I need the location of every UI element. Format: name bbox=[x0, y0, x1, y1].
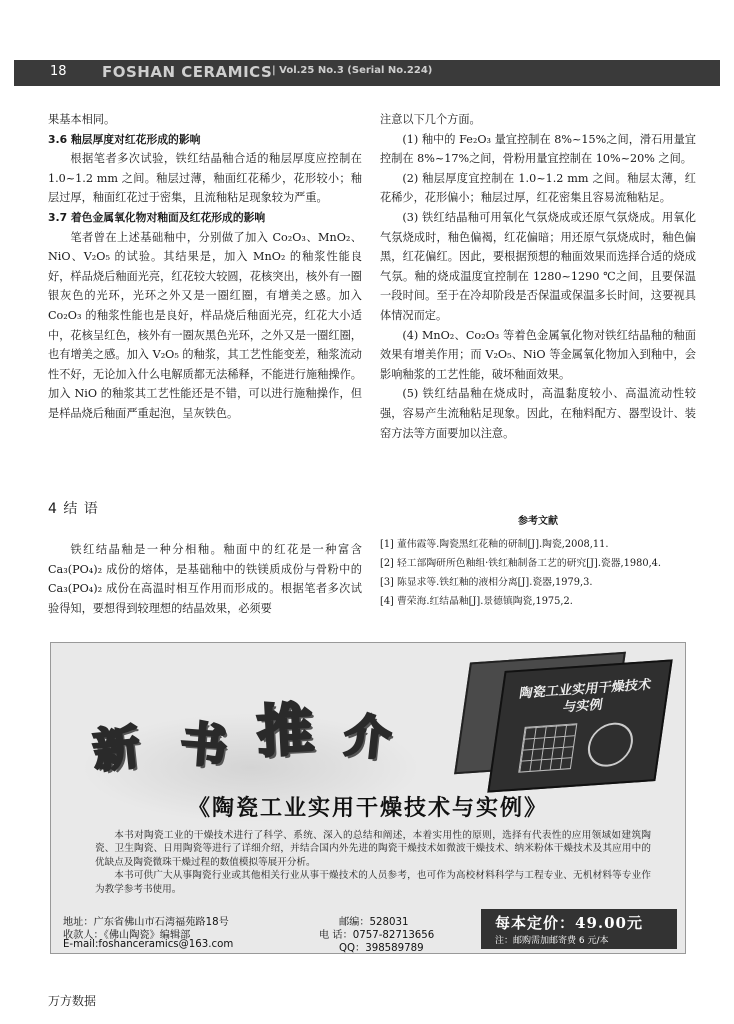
paragraph: 笔者曾在上述基础釉中，分别做了加入 Co₂O₃、MnO₂、NiO、V₂O₅ 的试验。其结果是，加入 MnO₂ 的釉浆性能良好，样品烧后釉面光亮，红花较大较圆，花核突出，核外有一圈银灰色的光环，光环之外又是一圈红圈，有增美之感。加入 Co₂O₃ 的釉浆性能也是良好，样品烧后釉面光亮，红花大小适中，花核呈红色，核外有一圈灰黑色光环，之外又是一圈红圈，也有增美之感。加入 V₂O₅ 的釉浆，其工艺性能变差，釉浆流动性不好，无论加入什么电解质都无法稀释，不能进行施釉操作。加入 NiO 的釉浆其工艺性能还是不错，可以进行施釉操作，但是样品烧后釉面严重起泡，呈灰铁色。 bbox=[48, 230, 362, 420]
list-item: (3) 铁红结晶釉可用氧化气氛烧成或还原气氛烧成。用氧化气氛烧成时，釉色偏褐，红花偏暗；用还原气氛烧成时，釉色偏黑，红花偏红。因此，要根据预想的釉面效果而选择合适的烧成气氛。釉的烧成温度宜控制在 1280~1290 ℃之间，且要保温一段时间。至于在冷却阶段是否保温或保温多长时间，这要视具体情况而定。 bbox=[380, 210, 696, 322]
list-item: (5) 铁红结晶釉在烧成时，高温黏度较小、高温流动性较强，容易产生流釉粘足现象。因此，在釉料配方、器型设计、装窑方法等方面要加以注意。 bbox=[380, 387, 696, 440]
reference-item: [2] 轻工部陶研所色釉组·铁红釉制备工艺的研究[J].瓷器,1980,4. bbox=[380, 558, 662, 569]
paragraph: 果基本相同。 bbox=[48, 113, 116, 126]
reference-item: [3] 陈显求等.铁红釉的液相分离[J].瓷器,1979,3. bbox=[380, 577, 593, 588]
paragraph: 铁红结晶釉是一种分相釉。釉面中的红花是一种富含 Ca₃(PO₄)₂ 成份的熔体，是基础釉中的铁镁质成份与骨粉中的 Ca₃(PO₄)₂ 成份在高温时相互作用而形成的。根据笔者多次试验得知，要想得到较理想的结晶效果，必须要 bbox=[48, 543, 362, 615]
footer-watermark: 万方数据 bbox=[48, 994, 97, 1008]
left-column bbox=[48, 110, 362, 424]
reference-item: [4] 曹荣海.红结晶釉[J].景德镇陶瓷,1975,2. bbox=[380, 596, 573, 607]
section-heading-4: 4 结 语 bbox=[48, 501, 99, 517]
references bbox=[380, 512, 696, 611]
qq-number: QQ：398589789 bbox=[339, 943, 424, 954]
book-cover-title: 陶瓷工业实用干燥技术与实例 bbox=[518, 677, 653, 716]
book-title: 《陶瓷工业实用干燥技术与实例》 bbox=[187, 796, 548, 821]
page-number: 18 bbox=[50, 64, 67, 79]
magazine-name: FOSHAN CERAMICS bbox=[102, 63, 273, 81]
cover-grid-graphic bbox=[518, 723, 577, 773]
postcode: 邮编：528031 bbox=[339, 917, 409, 928]
paragraph: 本书可供广大从事陶瓷行业或其他相关行业从事干燥技术的人员参考，也可作为高校材料科学与工程专业、无机材料等专业作为教学参考书使用。 bbox=[95, 870, 651, 895]
price-box bbox=[481, 909, 677, 949]
phone: 电 话：0757-82713656 bbox=[319, 930, 435, 941]
price: 每本定价：49.00元 bbox=[495, 914, 643, 932]
headline-char: 介 bbox=[341, 707, 394, 767]
book-cover-image bbox=[487, 659, 672, 792]
paragraph: 注意以下几个方面。 bbox=[380, 113, 481, 126]
conclusion-text bbox=[48, 540, 362, 618]
address: 地址：广东省佛山市石湾福苑路18号 bbox=[63, 917, 229, 928]
book-description bbox=[95, 829, 651, 896]
headline-char: 书 bbox=[178, 716, 229, 774]
right-column bbox=[380, 110, 696, 443]
book-advertisement bbox=[50, 642, 686, 954]
price-note: 注：邮购需加邮寄费 6 元/本 bbox=[495, 936, 609, 946]
list-item: (1) 釉中的 Fe₂O₃ 量宜控制在 8%~15%之间，滑石用量宜控制在 8%~17%之间，骨粉用量宜控制在 10%~20% 之间。 bbox=[380, 132, 696, 166]
paragraph: 根据笔者多次试验，铁红结晶釉合适的釉层厚度应控制在 1.0~1.2 mm 之间。釉层过薄，釉面红花稀少，花形较小；釉层过厚，釉面红花过于密集，且流釉粘足现象较为严重。 bbox=[48, 152, 362, 205]
page-header-band bbox=[14, 60, 720, 86]
email: E-mail:foshanceramics@163.com bbox=[63, 939, 234, 950]
references-title: 参考文献 bbox=[518, 516, 558, 527]
headline-char: 新 bbox=[90, 719, 143, 779]
list-item: (2) 釉层厚度宜控制在 1.0~1.2 mm 之间。釉层太薄，红花稀少，花形偏小；釉层过厚，红花密集且容易流釉粘足。 bbox=[380, 171, 696, 205]
paragraph: 本书对陶瓷工业的干燥技术进行了科学、系统、深入的总结和阐述，本着实用性的原则，选择有代表性的应用领域如建筑陶瓷、卫生陶瓷、日用陶瓷等进行了详细介绍，并结合国内外先进的陶瓷干燥技术如微波干燥技术、纳米粉体干燥技术及其应用中的优缺点及陶瓷微珠干燥过程的数值模拟等展开分析。 bbox=[95, 830, 651, 868]
cover-circle-graphic bbox=[585, 721, 636, 768]
section-heading-3-7: 3.7 着色金属氧化物对釉面及红花形成的影响 bbox=[48, 210, 266, 224]
headline-char: 推 bbox=[255, 697, 315, 766]
volume-info: | Vol.25 No.3 (Serial No.224) bbox=[272, 65, 433, 76]
section-heading-3-6: 3.6 釉层厚度对红花形成的影响 bbox=[48, 132, 201, 146]
list-item: (4) MnO₂、Co₂O₃ 等着色金属氧化物对铁红结晶釉的釉面效果有增美作用；而 V₂O₅、NiO 等金属氧化物加入到釉中，会影响釉浆的工艺性能，破坏釉面效果。 bbox=[380, 328, 696, 381]
recipient: 收款人：《佛山陶瓷》编辑部 bbox=[63, 930, 191, 941]
contact-info bbox=[51, 911, 471, 953]
reference-item: [1] 董伟霞等.陶瓷黑红花釉的研制[J].陶瓷,2008,11. bbox=[380, 539, 609, 550]
